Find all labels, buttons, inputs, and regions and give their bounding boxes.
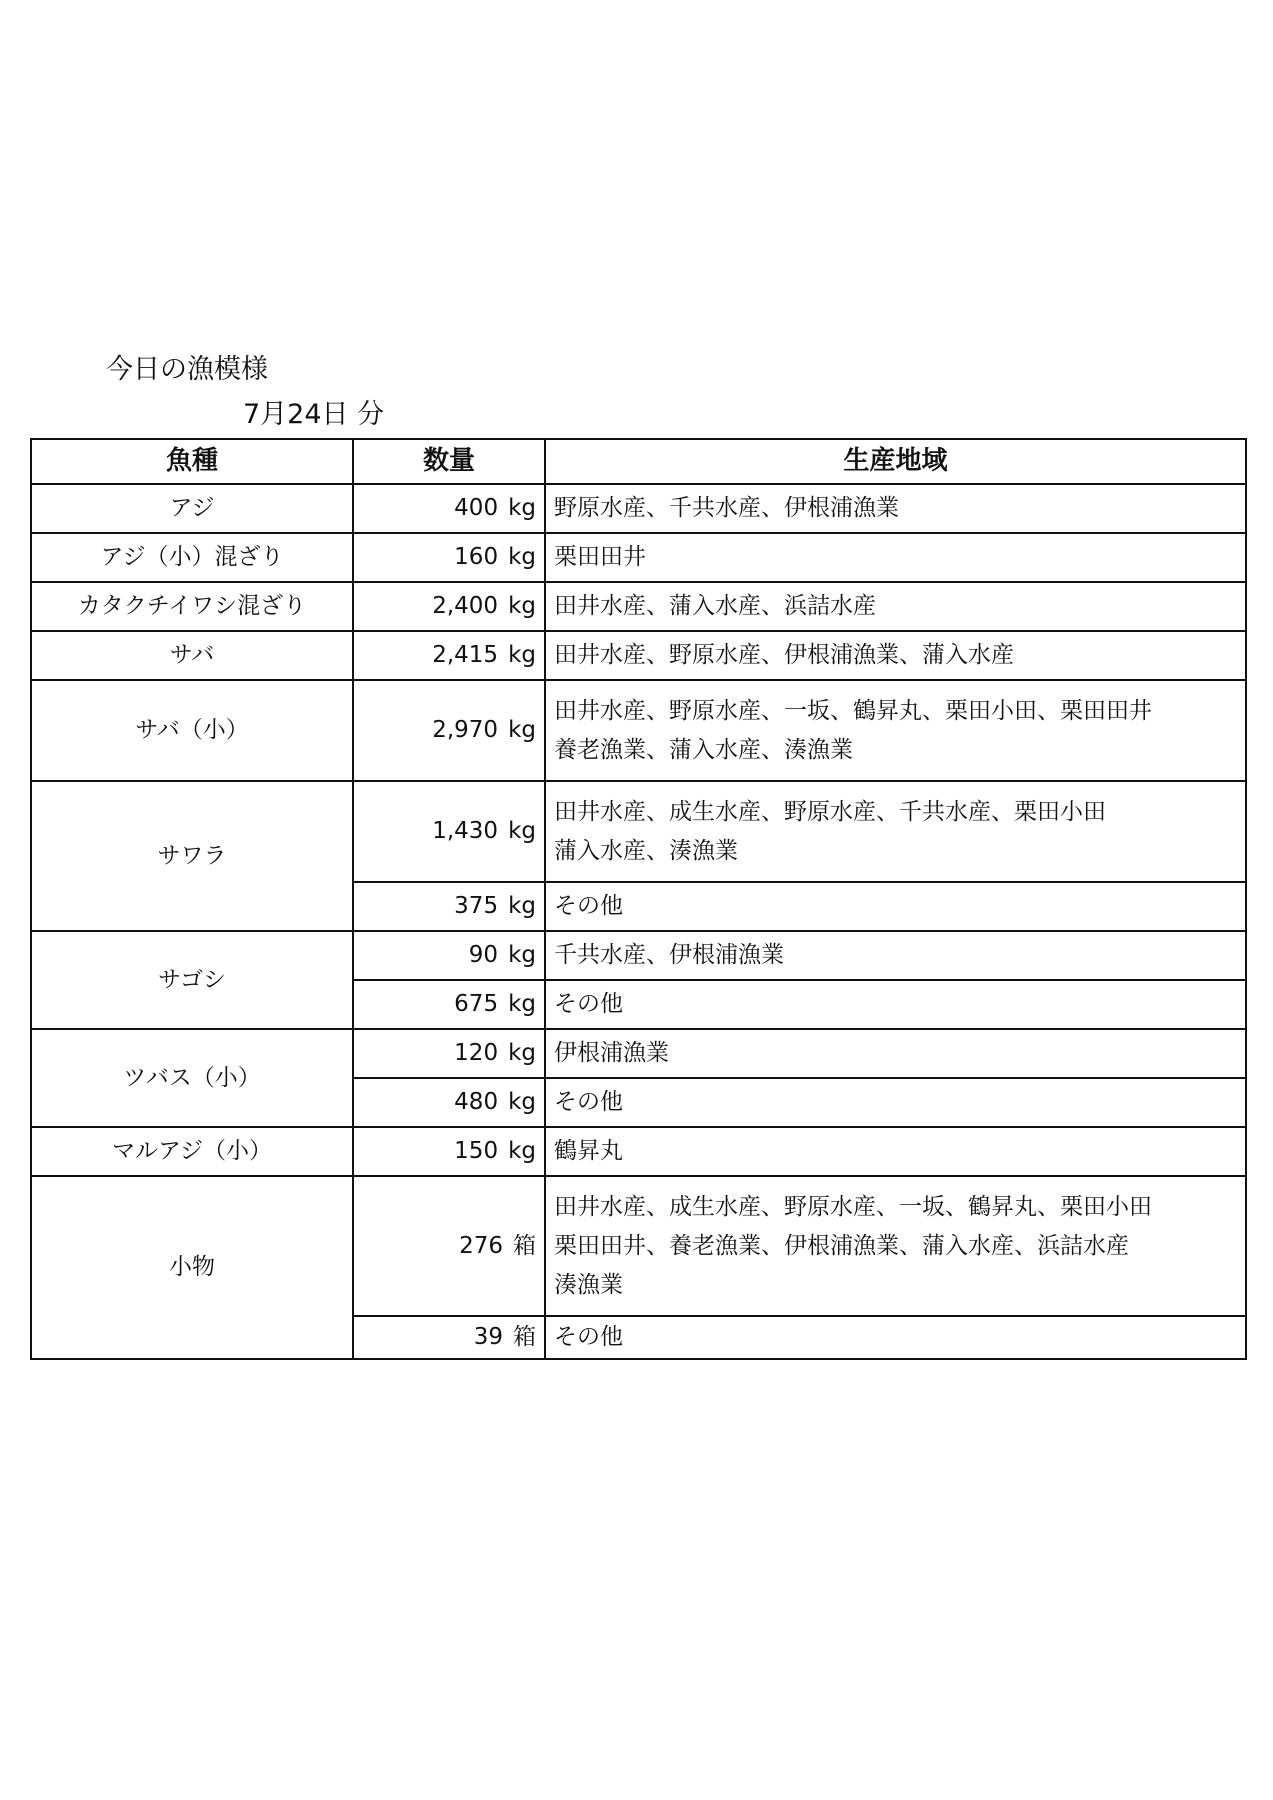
species-cell: サワラ xyxy=(31,781,353,931)
quantity-unit: 箱 xyxy=(513,1232,536,1259)
table-row xyxy=(31,533,1246,582)
report-date: 7月24日 分 xyxy=(243,399,385,430)
quantity-value: 90 xyxy=(468,942,499,968)
quantity-cell xyxy=(353,680,545,781)
quantity-value: 400 xyxy=(454,495,499,521)
species-cell: ツバス（小） xyxy=(31,1029,353,1127)
quantity-unit: kg xyxy=(508,495,536,521)
table-row xyxy=(31,582,1246,631)
region-cell: 田井水産、野原水産、一坂、鶴昇丸、栗田小田、栗田田井 養老漁業、蒲入水産、湊漁業 xyxy=(545,680,1246,781)
quantity-value: 150 xyxy=(454,1138,499,1164)
quantity-value: 2,400 xyxy=(432,593,499,619)
quantity-unit: 箱 xyxy=(513,1324,536,1350)
species-cell: サバ xyxy=(31,631,353,680)
species-cell: アジ xyxy=(31,484,353,533)
region-cell: 伊根浦漁業 xyxy=(545,1029,1246,1078)
table-row xyxy=(31,631,1246,680)
region-cell: 千共水産、伊根浦漁業 xyxy=(545,931,1246,980)
quantity-unit: kg xyxy=(508,642,536,668)
region-cell: その他 xyxy=(545,980,1246,1029)
region-cell: 田井水産、野原水産、伊根浦漁業、蒲入水産 xyxy=(545,631,1246,680)
species-cell: サゴシ xyxy=(31,931,353,1029)
table-row xyxy=(31,1029,1246,1078)
catch-table xyxy=(30,438,1247,1360)
region-cell: その他 xyxy=(545,882,1246,931)
quantity-unit: kg xyxy=(508,942,536,968)
table-row xyxy=(31,1127,1246,1176)
quantity-cell xyxy=(353,1127,545,1176)
table-row xyxy=(31,484,1246,533)
species-cell: カタクチイワシ混ざり xyxy=(31,582,353,631)
quantity-unit: kg xyxy=(508,544,536,570)
quantity-value: 276 xyxy=(459,1232,503,1259)
quantity-cell xyxy=(353,931,545,980)
quantity-cell xyxy=(353,484,545,533)
header-region: 生産地域 xyxy=(545,439,1246,484)
quantity-value: 160 xyxy=(454,544,499,570)
region-cell: 野原水産、千共水産、伊根浦漁業 xyxy=(545,484,1246,533)
quantity-value: 39 xyxy=(473,1324,503,1350)
quantity-unit: kg xyxy=(508,1040,536,1066)
species-cell: 小物 xyxy=(31,1176,353,1359)
table-row xyxy=(31,781,1246,882)
table-row xyxy=(31,931,1246,980)
quantity-cell xyxy=(353,533,545,582)
header-quantity: 数量 xyxy=(353,439,545,484)
quantity-value: 120 xyxy=(454,1040,499,1066)
quantity-unit: kg xyxy=(508,1138,536,1164)
quantity-unit: kg xyxy=(508,593,536,619)
region-cell: その他 xyxy=(545,1316,1246,1359)
quantity-value: 1,430 xyxy=(432,818,499,844)
quantity-cell xyxy=(353,1078,545,1127)
quantity-unit: kg xyxy=(508,991,536,1017)
quantity-value: 480 xyxy=(454,1089,499,1115)
quantity-cell xyxy=(353,1176,545,1316)
quantity-unit: kg xyxy=(508,717,536,743)
quantity-unit: kg xyxy=(508,1089,536,1115)
quantity-value: 375 xyxy=(454,893,499,919)
quantity-unit: kg xyxy=(508,893,536,919)
header-species: 魚種 xyxy=(31,439,353,484)
header-row xyxy=(31,439,1246,484)
quantity-cell xyxy=(353,980,545,1029)
quantity-cell xyxy=(353,582,545,631)
quantity-value: 2,970 xyxy=(432,717,499,743)
table-row xyxy=(31,680,1246,781)
quantity-value: 2,415 xyxy=(432,642,499,668)
region-cell: 栗田田井 xyxy=(545,533,1246,582)
quantity-unit: kg xyxy=(508,818,536,844)
quantity-value: 675 xyxy=(454,991,499,1017)
species-cell: マルアジ（小） xyxy=(31,1127,353,1176)
quantity-cell xyxy=(353,1029,545,1078)
quantity-cell xyxy=(353,631,545,680)
region-cell: その他 xyxy=(545,1078,1246,1127)
region-cell: 田井水産、成生水産、野原水産、一坂、鶴昇丸、栗田小田 栗田田井、養老漁業、伊根浦漁業、蒲入水産、浜詰水産 湊漁業 xyxy=(545,1176,1246,1316)
region-cell: 田井水産、成生水産、野原水産、千共水産、栗田小田 蒲入水産、湊漁業 xyxy=(545,781,1246,882)
page-title: 今日の漁模様 xyxy=(106,354,268,385)
table-row xyxy=(31,1176,1246,1316)
species-cell: サバ（小） xyxy=(31,680,353,781)
quantity-cell xyxy=(353,781,545,882)
region-cell: 鶴昇丸 xyxy=(545,1127,1246,1176)
quantity-cell xyxy=(353,882,545,931)
region-cell: 田井水産、蒲入水産、浜詰水産 xyxy=(545,582,1246,631)
species-cell: アジ（小）混ざり xyxy=(31,533,353,582)
quantity-cell xyxy=(353,1316,545,1359)
